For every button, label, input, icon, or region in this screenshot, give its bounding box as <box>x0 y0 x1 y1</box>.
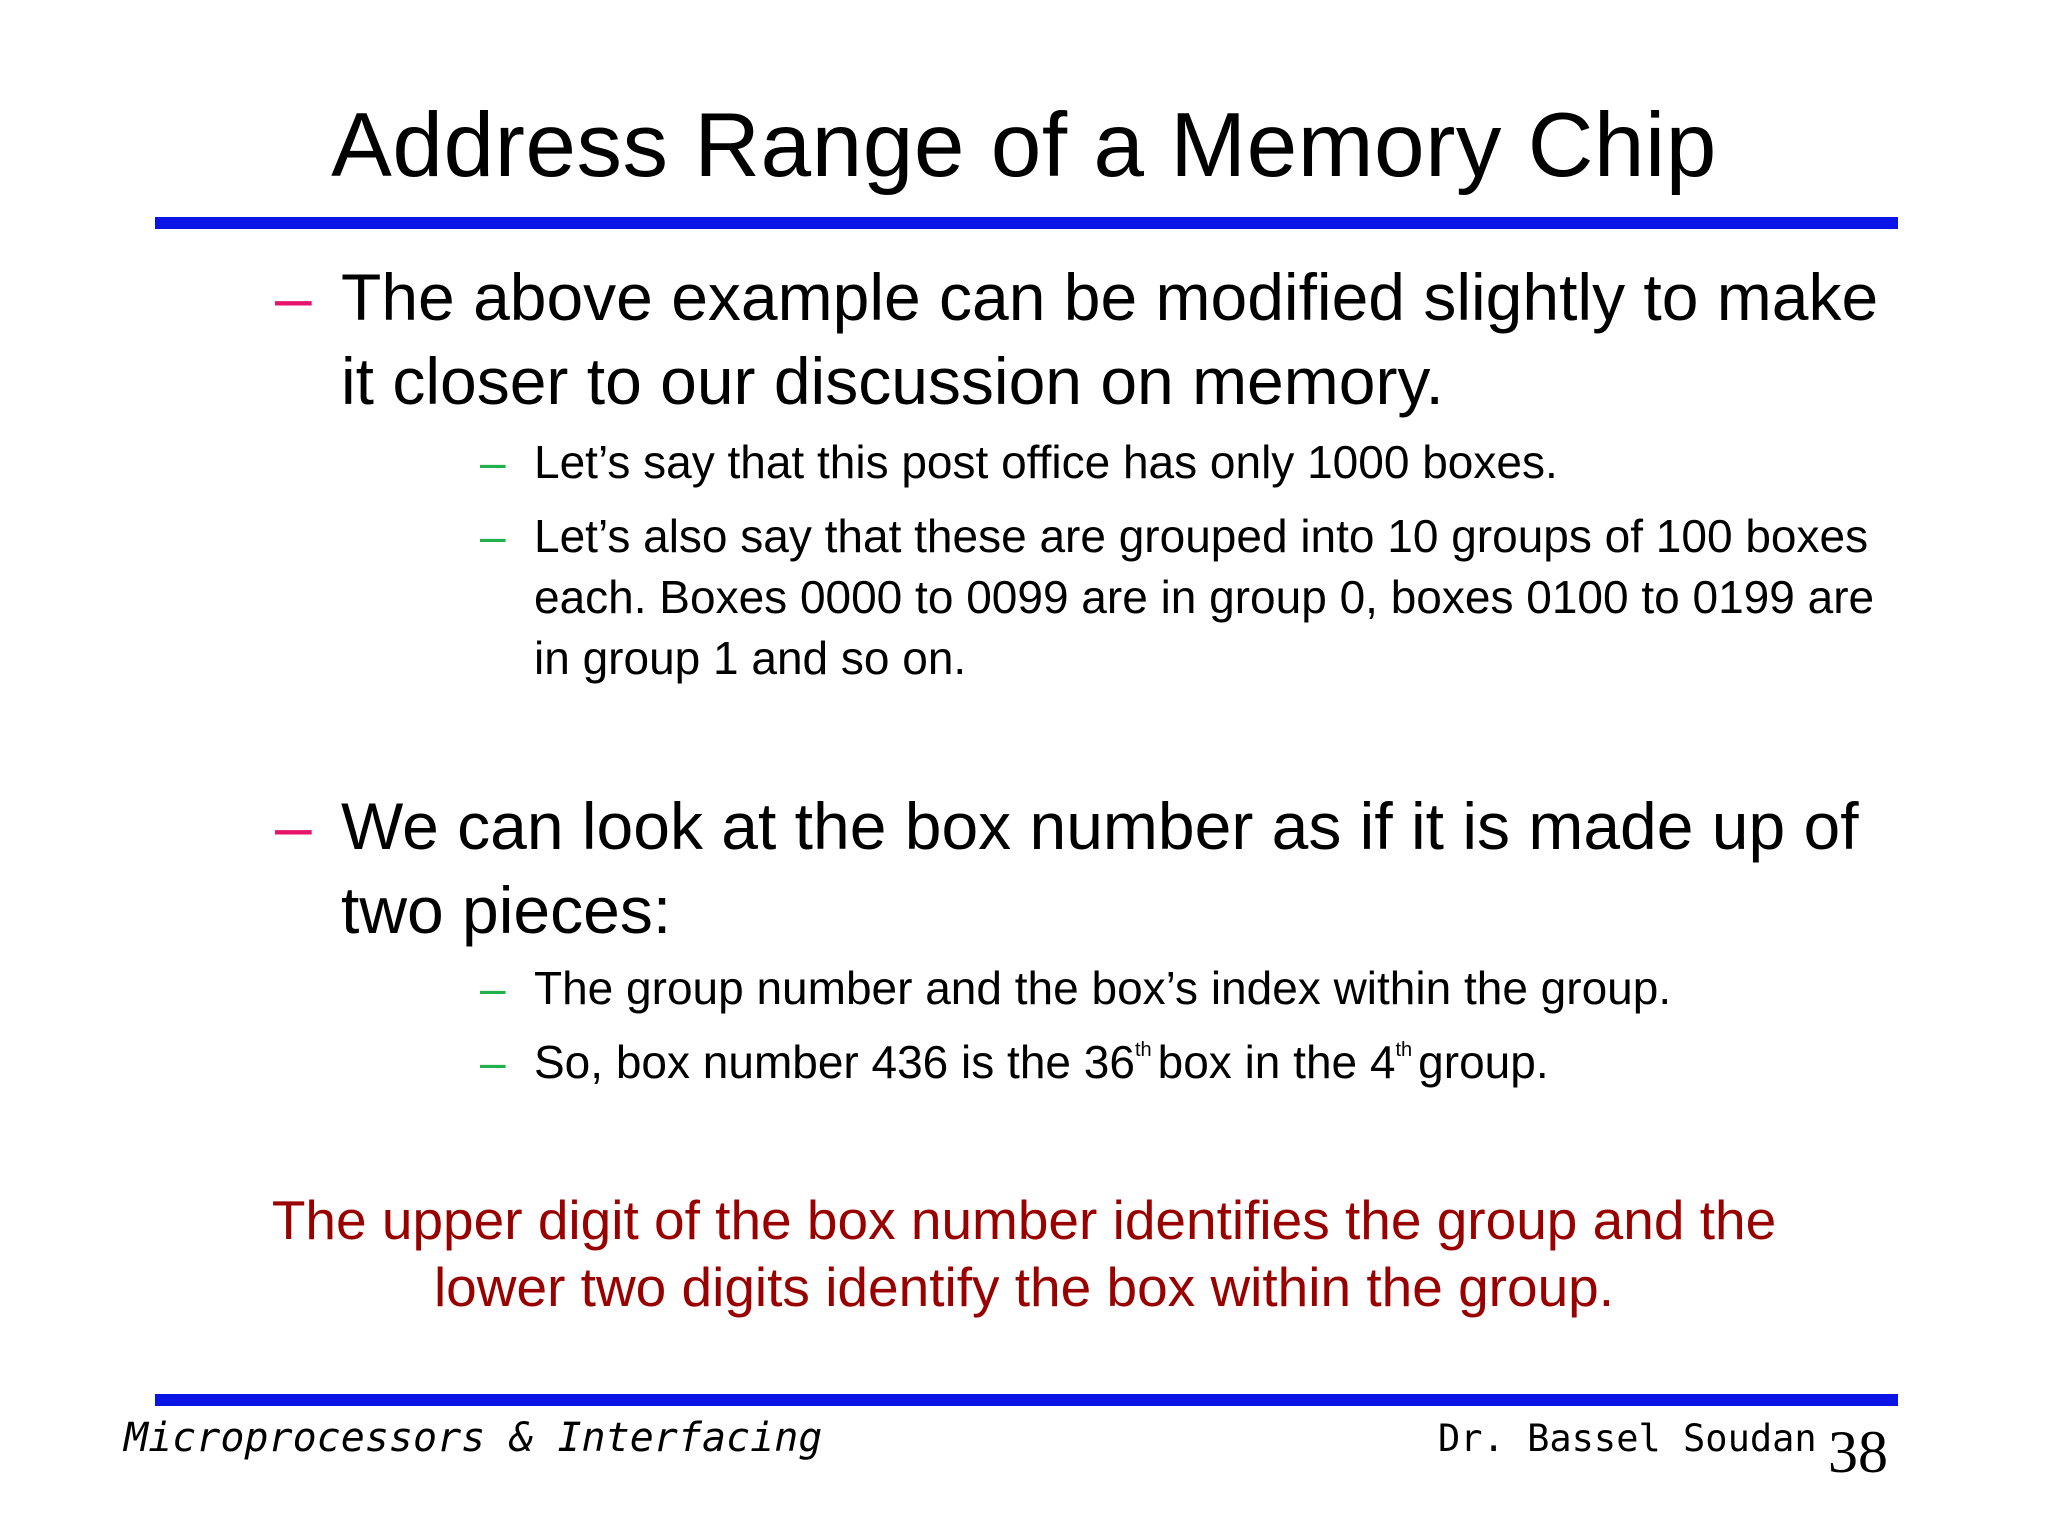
bullet-secondary-1-2 <box>480 506 1900 689</box>
callout-line-2: lower two digits identify the box within the group. <box>433 1256 1615 1318</box>
top-divider <box>155 217 1898 229</box>
bottom-divider <box>155 1394 1898 1406</box>
bullet-dash-icon: – <box>275 789 312 863</box>
ordinal-suffix: th <box>1395 1039 1413 1061</box>
page-number: 38 <box>1828 1419 1888 1485</box>
bullet-text-part: box in the 4 <box>1157 1036 1396 1088</box>
footer-author: Dr. Bassel Soudan <box>1438 1417 1817 1460</box>
bullet-secondary-2-1 <box>480 958 1900 1019</box>
bullet-text-part: group. <box>1418 1036 1549 1088</box>
callout-note <box>0 1187 2048 1321</box>
bullet-dash-icon: – <box>480 436 506 488</box>
bullet-text <box>534 1032 1900 1093</box>
bullet-primary-2 <box>275 784 1895 952</box>
bullet-secondary-1-1 <box>480 432 1900 493</box>
bullet-text: The group number and the box’s index within the group. <box>534 962 1672 1014</box>
bullet-secondary-2-2 <box>480 1032 1900 1093</box>
bullet-text-part: So, box number 436 is the 36 <box>534 1036 1135 1088</box>
bullet-dash-icon: – <box>480 510 506 562</box>
bullet-primary-1 <box>275 255 1895 423</box>
bullet-text: Let’s say that this post office has only 1000 boxes. <box>534 436 1558 488</box>
bullet-dash-icon: – <box>480 1036 506 1088</box>
bullet-dash-icon: – <box>275 260 312 334</box>
bullet-text: Let’s also say that these are grouped into 10 groups of 100 boxes each. Boxes 0000 to 0099 are in group 0, boxes 0100 to 0199 are in group 1 and so on. <box>534 510 1875 684</box>
slide-title: Address Range of a Memory Chip <box>331 95 1717 196</box>
footer-course-title: Microprocessors & Interfacing <box>124 1415 823 1461</box>
bullet-text: We can look at the box number as if it is made up of two pieces: <box>341 789 1859 947</box>
callout-line-1: The upper digit of the box number identifies the group and the <box>271 1189 1777 1251</box>
bullet-text: The above example can be modified slightly to make it closer to our discussion on memory. <box>341 260 1879 418</box>
ordinal-suffix: th <box>1134 1039 1152 1061</box>
bullet-dash-icon: – <box>480 962 506 1014</box>
